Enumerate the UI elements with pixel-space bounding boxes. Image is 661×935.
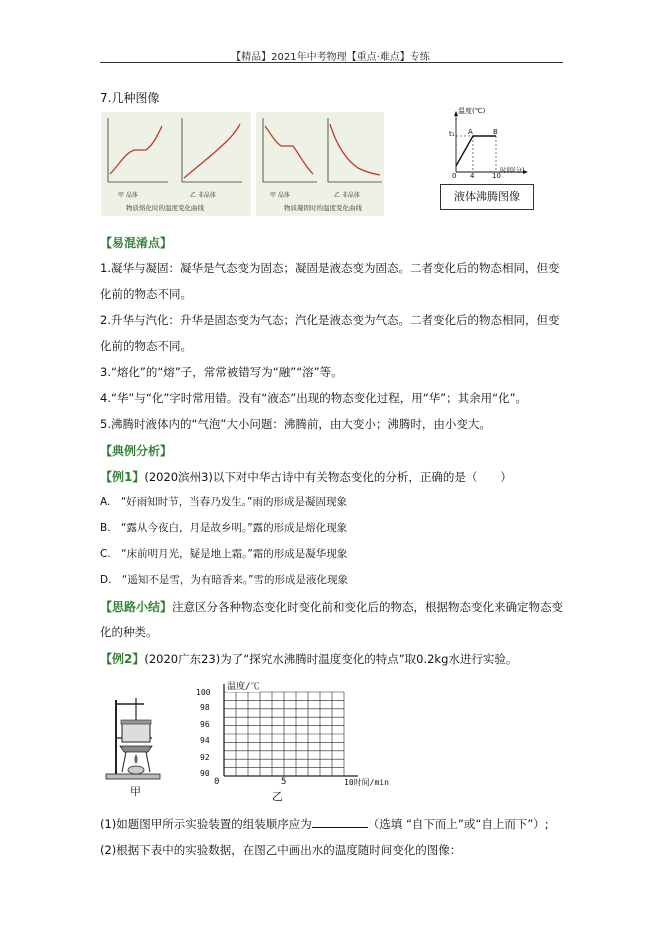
summary-line-2: 化的种类。 — [100, 625, 158, 639]
melting-caption: 物质熔化时的温度变化曲线 — [126, 204, 204, 212]
confusion-item: 2.升华与汽化：升华是固态变为气态；汽化是液态变为气态。二者变化后的物态相同，但变 — [100, 313, 560, 327]
melting-crystal-label: 甲 晶体 — [118, 192, 138, 199]
example-1 — [100, 468, 512, 485]
boiling-point-b: B — [493, 128, 498, 136]
example-2-tag: 【例2】 — [100, 652, 145, 666]
melting-amorphous-label: 乙 非晶体 — [190, 192, 216, 199]
summary — [100, 598, 563, 615]
boiling-caption-box: 液体沸腾图像 — [440, 184, 534, 210]
boiling-ylabel: 温度(℃) — [458, 107, 486, 115]
confusion-heading: 【易混淆点】 — [100, 236, 173, 250]
melting-crystal-graph — [102, 114, 172, 186]
grid-label: 乙 — [272, 790, 283, 803]
x-tick-label: 5 — [281, 777, 287, 787]
freezing-amorphous-label: 乙 非晶体 — [334, 192, 360, 199]
boiling-tick-4: 4 — [470, 172, 475, 180]
boiling-point-a: A — [468, 128, 473, 136]
melting-amorphous-graph — [176, 114, 246, 186]
page-header: 【精品】2021年中考物理【重点·难点】专练 — [231, 52, 430, 63]
analysis-heading: 【典例分析】 — [100, 444, 173, 458]
question-1 — [100, 816, 549, 832]
apparatus-label: 甲 — [130, 785, 141, 798]
example-1-tag: 【例1】 — [100, 470, 145, 484]
confusion-item: 化前的物态不同。 — [100, 339, 192, 353]
example-2-text: (2020广东23)为了“探究水沸腾时温度变化的特点”取0.2kg水进行实验。 — [144, 652, 518, 666]
confusion-item: 1.凝华与凝固：凝华是气态变为固态；凝固是液态变为固态。二者变化后的物态相同，但变 — [100, 261, 560, 275]
question-2: (2)根据下表中的实验数据，在图乙中画出水的温度随时间变化的图像： — [100, 843, 462, 857]
freezing-crystal-label: 甲 晶体 — [270, 192, 290, 199]
example-2 — [100, 650, 517, 667]
example-1-text: (2020滨州3)以下对中华古诗中有关物态变化的分析，正确的是（ ） — [144, 470, 512, 484]
y-tick-label: 98 — [200, 703, 210, 712]
experiment-apparatus — [104, 690, 172, 782]
x-tick-label: 0 — [214, 777, 220, 787]
y-tick-label: 90 — [200, 769, 210, 778]
y-tick-label: 100 — [196, 688, 211, 697]
boiling-t1-label: t₁ — [449, 130, 455, 138]
confusion-item: 4.“华”与“化”字时常用错。没有“液态”出现的物态变化过程，用“华”；其余用“化”。 — [100, 391, 528, 405]
grid-xlabel: 10时间/min — [344, 778, 389, 787]
header-divider — [100, 62, 563, 63]
option-c: C. “床前明月光，疑是地上霜。”霜的形成是凝华现象 — [100, 548, 348, 560]
freezing-caption: 物质凝固时的温度变化曲线 — [284, 204, 362, 212]
option-d: D. “遥知不是雪，为有暗香来。”雪的形成是液化现象 — [100, 574, 349, 586]
y-tick-label: 96 — [200, 720, 210, 729]
summary-text: 注意区分各种物态变化时变化前和变化后的物态，根据物态变化来确定物态变 — [172, 600, 564, 614]
confusion-item: 化前的物态不同。 — [100, 287, 192, 301]
boiling-xlabel: 时间(分) — [500, 166, 525, 174]
section-title: 7.几种图像 — [100, 91, 160, 105]
option-a: A. “好雨知时节，当春乃发生。”雨的形成是凝固现象 — [100, 496, 347, 508]
y-tick-label: 94 — [200, 736, 210, 745]
question-1-text-a: (1)如题图甲所示实验装置的组装顺序应为 — [100, 817, 312, 831]
freezing-amorphous-graph — [322, 114, 384, 186]
confusion-item: 3.“熔化”的“熔”子，常常被错写为“融”“溶”等。 — [100, 365, 343, 379]
y-tick-label: 92 — [200, 753, 210, 762]
answer-blank[interactable] — [312, 817, 368, 828]
boiling-tick-10: 10 — [492, 172, 501, 180]
question-1-text-b: （选填 “自下而上”或“自上而下”）; — [367, 817, 549, 831]
grid-ylabel: 温度/℃ — [226, 679, 260, 692]
summary-tag: 【思路小结】 — [100, 600, 173, 614]
option-b: B. “露从今夜白，月是故乡明。”露的形成是熔化现象 — [100, 522, 348, 534]
boiling-tick-0: 0 — [452, 172, 457, 180]
confusion-item: 5.沸腾时液体内的“气泡”大小问题：沸腾前，由大变小；沸腾时，由小变大。 — [100, 417, 491, 431]
freezing-crystal-graph — [257, 114, 319, 186]
